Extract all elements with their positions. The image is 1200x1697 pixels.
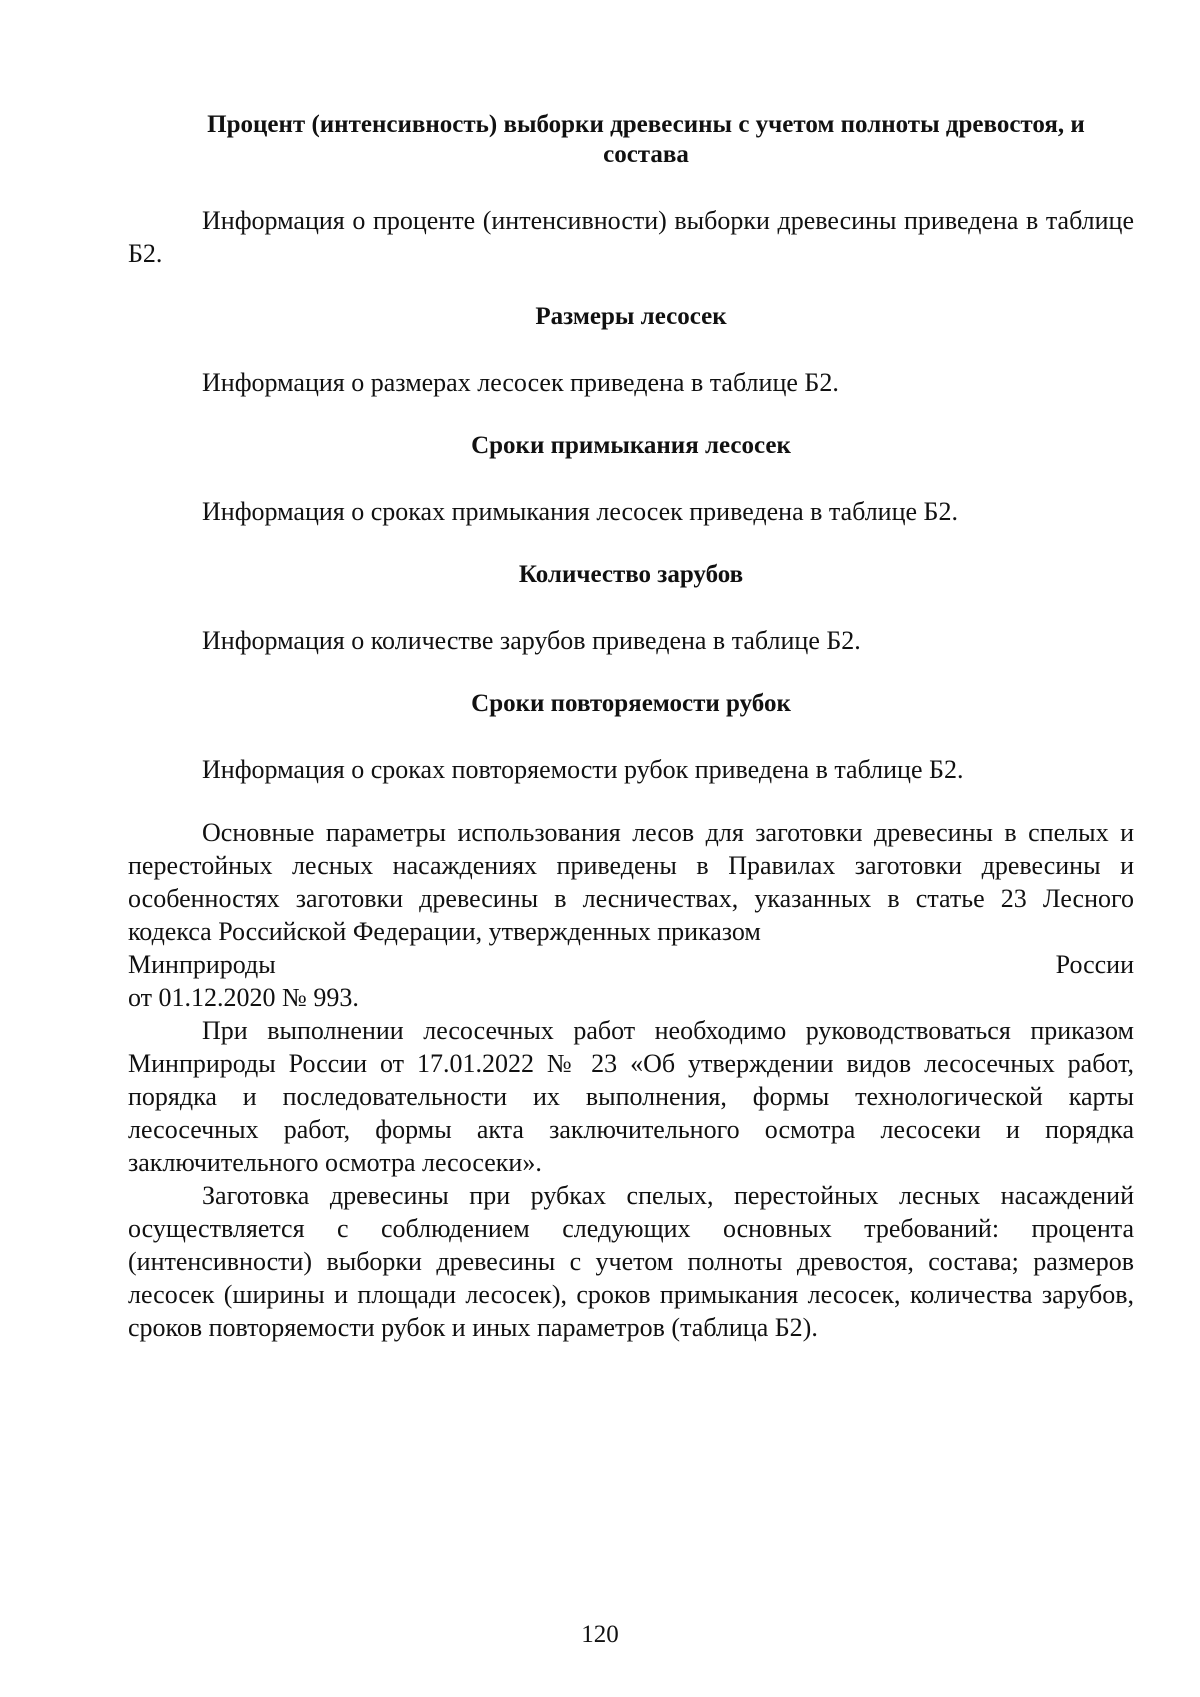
page-number: 120 xyxy=(581,1621,619,1648)
document-page xyxy=(128,110,1134,1344)
section-text-cut-count: Информация о количестве зарубов приведена в таблице Б2. xyxy=(202,626,861,655)
main-paragraph-end: от 01.12.2020 № 993. xyxy=(128,983,359,1012)
section-heading-cut-count: Количество зарубов xyxy=(518,561,744,588)
section-text-adjacency-terms: Информация о сроках примыкания лесосек приведена в таблице Б2. xyxy=(202,497,958,526)
section-text-lesoseki-size: Информация о размерах лесосек приведена в таблице Б2. xyxy=(202,368,839,397)
main-paragraph-line-left: Минприроды xyxy=(128,950,276,979)
document-title: Процент (интенсивность) выборки древесины с учетом полноты древостоя, и состава xyxy=(207,111,1085,168)
paragraph-harvesting-requirements: Заготовка древесины при рубках спелых, перестойных лесных насаждений осуществляется с соблюдением следующих основных требований: процента (интенсивности) выборки древесины с учетом полноты древостоя, состава; размеров лесосек (ширины и площади лесосек), сроков примыкания лесосек, количества зарубов, сроков повторяемости рубок и иных параметров (таблица Б2). xyxy=(128,1181,1134,1342)
main-paragraph: Основные параметры использования лесов для заготовки древесины в спелых и перестойных лесных насаждениях приведены в Правилах заготовки древесины и особенностях заготовки древесины в лесничествах, указанных в статье 23 Лесного кодекса Российской Федерации, утвержденных приказом xyxy=(128,818,1134,946)
section-heading-adjacency-terms: Сроки примыкания лесосек xyxy=(471,432,791,459)
section-heading-repeat-terms: Сроки повторяемости рубок xyxy=(471,690,791,717)
intro-paragraph: Информация о проценте (интенсивности) выборки древесины приведена в таблице Б2. xyxy=(128,206,1134,268)
main-paragraph-split-line xyxy=(128,948,1134,981)
section-text-repeat-terms: Информация о сроках повторяемости рубок приведена в таблице Б2. xyxy=(202,755,964,784)
main-paragraph-line-right: России xyxy=(1055,950,1134,979)
paragraph-logging-works: При выполнении лесосечных работ необходимо руководствоваться приказом Минприроды России от 17.01.2022 № 23 «Об утверждении видов лесосечных работ, порядка и последовательности их выполнения, формы технологической карты лесосечных работ, формы акта заключительного осмотра лесосеки и порядка заключительного осмотра лесосеки». xyxy=(128,1016,1134,1177)
section-heading-lesoseki-size: Размеры лесосек xyxy=(535,303,727,330)
